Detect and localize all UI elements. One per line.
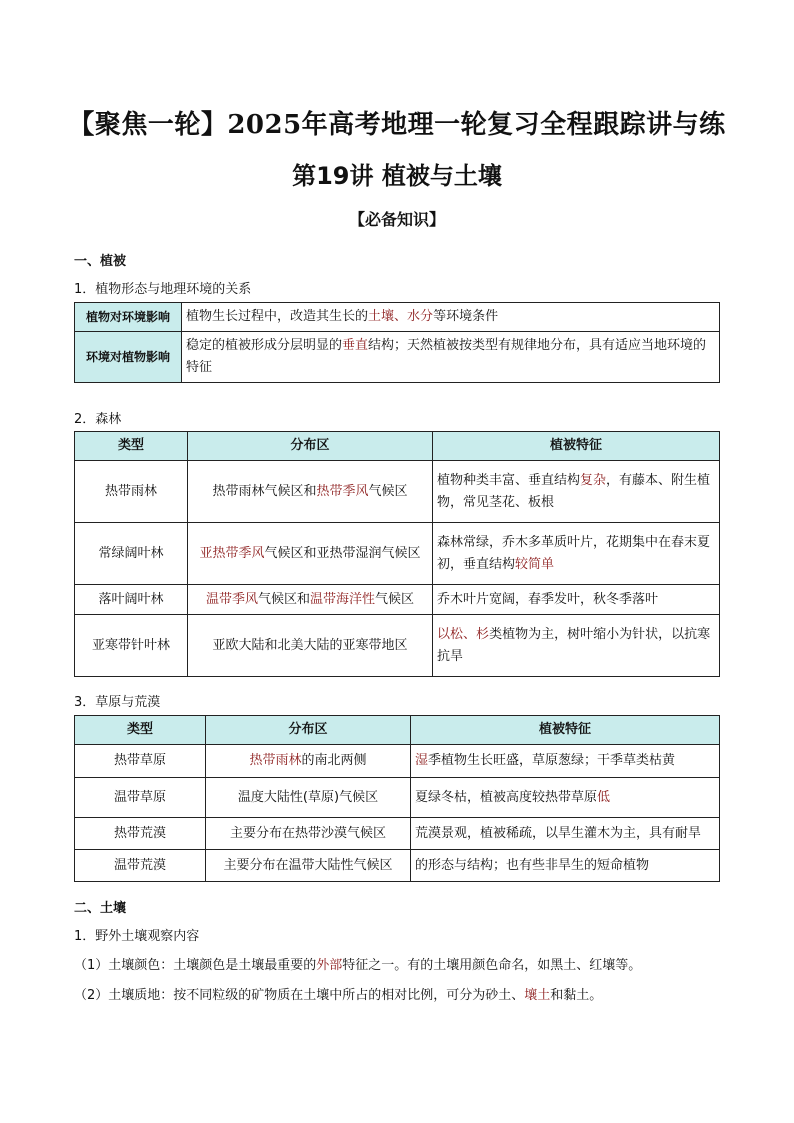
row-key: 环境对植物影响 [75,332,182,383]
heading-forest: 2．森林 [74,412,122,427]
cell-distribution: 主要分布在热带沙漠气候区 [206,818,411,850]
cell-type: 温带荒漠 [75,850,206,882]
cell-feature: 以松、杉类植物为主，树叶缩小为针状，以抗寒抗旱 [433,615,720,677]
column-header: 植被特征 [433,432,720,461]
column-header: 类型 [75,716,206,745]
document-title: 【聚焦一轮】2025年高考地理一轮复习全程跟踪讲与练 [68,110,726,140]
table-row [75,585,720,615]
cell-feature: 植物种类丰富、垂直结构复杂，有藤本、附生植物，常见茎花、板根 [433,461,720,523]
table-row [75,745,720,778]
row-value: 植物生长过程中，改造其生长的土壤、水分等环境条件 [182,303,720,332]
column-header: 分布区 [188,432,433,461]
cell-type: 温带草原 [75,778,206,818]
cell-feature: 夏绿冬枯，植被高度较热带草原低 [411,778,720,818]
plant-environment-table [74,302,720,383]
row-value: 稳定的植被形成分层明显的垂直结构；天然植被按类型有规律地分布，具有适应当地环境的特征 [182,332,720,383]
column-header: 类型 [75,432,188,461]
section-tag: 【必备知识】 [348,210,445,229]
forest-table [74,431,720,677]
cell-distribution: 温度大陆性(草原)气候区 [206,778,411,818]
cell-feature: 荒漠景观，植被稀疏，以旱生灌木为主，具有耐旱 [411,818,720,850]
heading-plant-environment: 1．植物形态与地理环境的关系 [74,282,252,297]
table-row [75,523,720,585]
table-row [75,332,720,383]
paragraph-soil-texture: （2）土壤质地：按不同粒级的矿物质在土壤中所占的相对比例，可分为砂土、壤土和黏土。 [74,988,603,1003]
table-row [75,818,720,850]
heading-grassland-desert: 3．草原与荒漠 [74,695,161,710]
cell-feature: 的形态与结构；也有些非旱生的短命植物 [411,850,720,882]
table-header-row [75,432,720,461]
cell-feature: 湿季植物生长旺盛，草原葱绿；干季草类枯黄 [411,745,720,778]
table-row [75,778,720,818]
column-header: 分布区 [206,716,411,745]
cell-distribution: 主要分布在温带大陆性气候区 [206,850,411,882]
heading-soil: 二、土壤 [74,901,127,916]
cell-type: 常绿阔叶林 [75,523,188,585]
cell-distribution: 亚欧大陆和北美大陆的亚寒带地区 [188,615,433,677]
table-row [75,461,720,523]
cell-distribution: 亚热带季风气候区和亚热带湿润气候区 [188,523,433,585]
paragraph-soil-color: （1）土壤颜色：土壤颜色是土壤最重要的外部特征之一。有的土壤用颜色命名，如黑土、红壤等。 [74,958,642,973]
column-header: 植被特征 [411,716,720,745]
cell-type: 热带荒漠 [75,818,206,850]
grassland-desert-table [74,715,720,882]
table-row [75,303,720,332]
row-key: 植物对环境影响 [75,303,182,332]
heading-soil-observation: 1．野外土壤观察内容 [74,929,200,944]
lecture-title: 第19讲 植被与土壤 [292,162,502,190]
cell-type: 热带草原 [75,745,206,778]
cell-feature: 乔木叶片宽阔，春季发叶，秋冬季落叶 [433,585,720,615]
cell-type: 亚寒带针叶林 [75,615,188,677]
cell-feature: 森林常绿，乔木多革质叶片，花期集中在春末夏初，垂直结构较简单 [433,523,720,585]
table-row [75,615,720,677]
heading-vegetation: 一、植被 [74,254,127,269]
table-header-row [75,716,720,745]
cell-type: 落叶阔叶林 [75,585,188,615]
cell-distribution: 温带季风气候区和温带海洋性气候区 [188,585,433,615]
cell-type: 热带雨林 [75,461,188,523]
table-row [75,850,720,882]
cell-distribution: 热带雨林气候区和热带季风气候区 [188,461,433,523]
cell-distribution: 热带雨林的南北两侧 [206,745,411,778]
